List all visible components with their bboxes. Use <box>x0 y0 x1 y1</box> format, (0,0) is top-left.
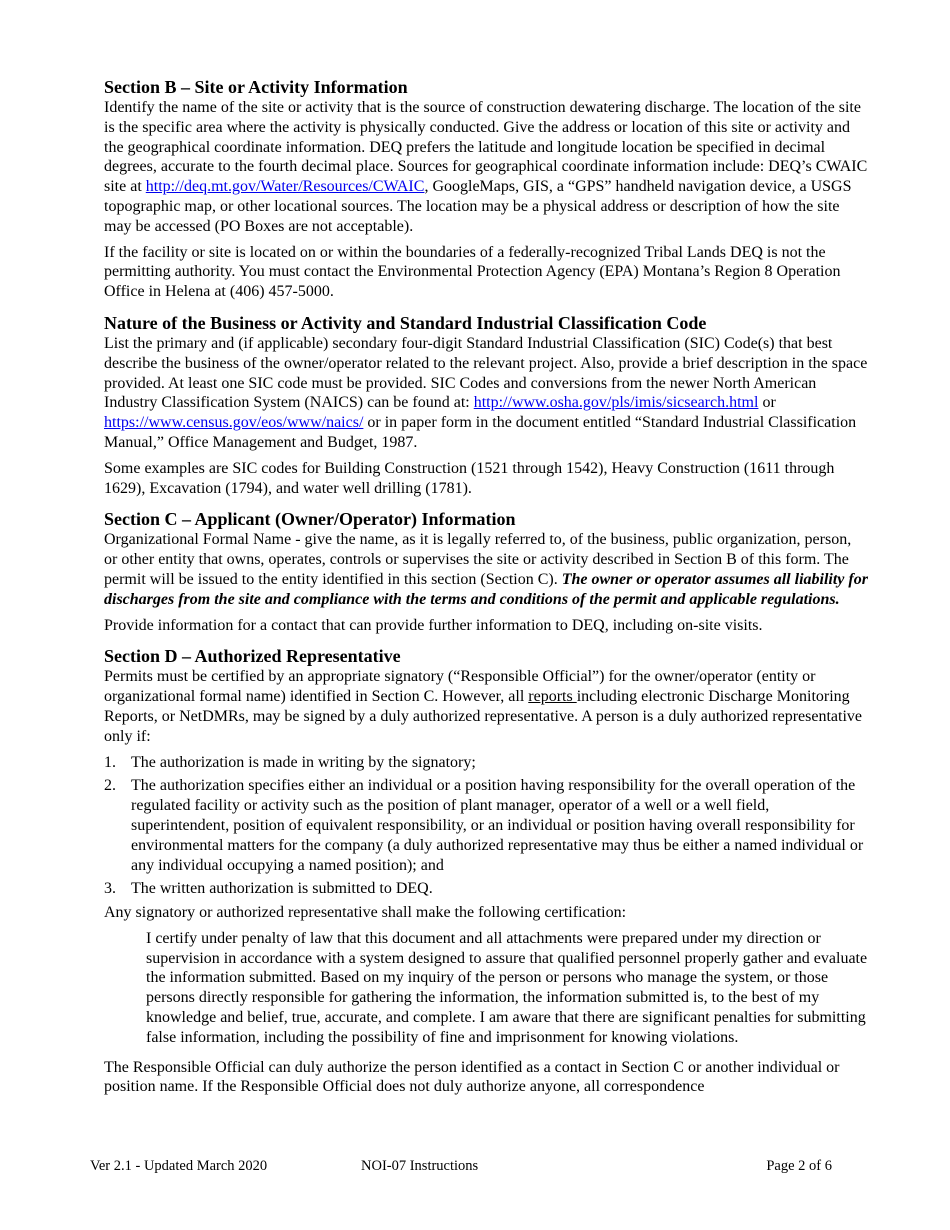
sic-heading: Nature of the Business or Activity and Standard Industrial Classification Code <box>104 312 707 333</box>
footer-version: Ver 2.1 - Updated March 2020 <box>90 1158 268 1174</box>
section-d-paragraph-2: Any signatory or authorized representative shall make the following certification: <box>104 904 627 922</box>
document-page <box>104 76 868 1097</box>
section-b-p1-text-a: Identify the name of the site or activity that is the source of construction dewatering discharge. The location of the site is the specific area where the activity is physically conducted. Give the address or location of this site or activity and the geographical coordinate information. DEQ prefers the latitude and longitude location be specified in decimal degrees, accurate to the fourth decimal place. Sources for geographical coordinate information include: DEQ’s CWAIC site at <box>104 99 868 196</box>
section-d-paragraph-3: The Responsible Official can duly authorize the person identified as a contact in Section C or another individual or position name. If the Responsible Official does not duly authorize anyone, all correspondence <box>104 1058 840 1096</box>
section-b-paragraph-2: If the facility or site is located on or within the boundaries of a federally-recognized Tribal Lands DEQ is not the permitting authority. You must contact the Environmental Protection Agency (EPA) Montana’s Region 8 Operation Office in Helena at (406) 457-5000. <box>104 243 841 301</box>
section-c-liability-statement: The owner or operator assumes all liability for discharges from the site and compliance with the terms and conditions of the permit and applicable regulations. <box>104 570 868 608</box>
page-footer <box>90 1157 832 1177</box>
sic-p1-text-a: List the primary and (if applicable) secondary four-digit Standard Industrial Classification (SIC) Code(s) that best describe the business of the owner/operator related to the relevant project. Also, provide a brief description in the space provided. At least one SIC code must be provided. SIC Codes and conversions from the newer North American Industry Classification System (NAICS) can be found at: <box>104 334 868 412</box>
footer-page-number: Page 2 of 6 <box>766 1158 832 1174</box>
authorization-list <box>104 753 868 900</box>
list-item-number: 3. <box>104 880 116 898</box>
section-d-heading: Section D – Authorized Representative <box>104 646 401 667</box>
list-item-number: 2. <box>104 777 116 795</box>
section-d-paragraph-1 <box>104 667 868 746</box>
section-b-paragraph-1 <box>104 98 868 237</box>
section-d-p1-text-b: including electronic Discharge Monitoring Reports, or NetDMRs, may be signed by a duly authorized representative. A person is a duly authorized representative only if: <box>104 688 863 745</box>
section-b-p1-text-b: , GoogleMaps, GIS, a “GPS” handheld navigation device, a USGS topographic map, or other locational sources. The location may be a physical address or description of how the site may be accessed (PO Boxes are not acceptable). <box>104 178 852 235</box>
list-item <box>104 776 868 875</box>
section-c-paragraph-2: Provide information for a contact that can provide further information to DEQ, including on-site visits. <box>104 616 763 634</box>
census-naics-link[interactable]: https://www.census.gov/eos/www/naics/ <box>104 414 364 432</box>
footer-document-name: NOI-07 Instructions <box>361 1158 479 1174</box>
list-item-text: The authorization specifies either an individual or a position having responsibility for the overall operation of the regulated facility or activity such as the position of plant manager, operator of a well or a well field, superintendent, position of equivalent responsibility, or an individual or position having overall responsibility for environmental matters for the company (a duly authorized representative may thus be either a named individual or any individual occupying a named position); and <box>131 777 864 874</box>
list-item <box>104 753 868 773</box>
list-item-number: 1. <box>104 753 116 771</box>
list-item <box>104 879 868 899</box>
sic-p1-or: or <box>758 394 776 412</box>
section-b-heading: Section B – Site or Activity Information <box>104 77 408 97</box>
section-c-heading: Section C – Applicant (Owner/Operator) Information <box>104 509 516 530</box>
certification-statement: I certify under penalty of law that this document and all attachments were prepared under my direction or supervision in accordance with a system designed to assure that qualified personnel properly gather and evaluate the information submitted. Based on my inquiry of the person or persons who manage the system, or those persons directly responsible for gathering the information, the information submitted is, to the best of my knowledge and belief, true, accurate, and complete. I am aware that there are significant penalties for submitting false information, including the possibility of fine and imprisonment for knowing violations. <box>146 929 868 1046</box>
osha-sic-link[interactable]: http://www.osha.gov/pls/imis/sicsearch.html <box>473 394 759 412</box>
list-item-text: The authorization is made in writing by the signatory; <box>131 753 476 771</box>
section-c-p1-text: Organizational Formal Name - give the name, as it is legally referred to, of the business, public organization, person, or other entity that owns, operates, controls or supervises the site or activity described in Section B of this form. The permit will be issued to the entity identified in this section (Section C). <box>104 531 852 588</box>
section-d-reports-underlined: reports <box>528 688 577 706</box>
section-c-paragraph-1 <box>104 530 868 609</box>
sic-p1-text-b: or in paper form in the document entitled “Standard Industrial Classification Manual,” Office Management and Budget, 1987. <box>104 414 857 451</box>
sic-paragraph-1 <box>104 334 868 453</box>
cwaic-link[interactable]: http://deq.mt.gov/Water/Resources/CWAIC <box>145 178 425 196</box>
section-d-p1-text-a: Permits must be certified by an appropriate signatory (“Responsible Official”) for the owner/operator (entity or organizational formal name) identified in Section C. However, all <box>104 668 816 706</box>
sic-paragraph-2: Some examples are SIC codes for Building Construction (1521 through 1542), Heavy Construction (1611 through 1629), Excavation (1794), and water well drilling (1781). <box>104 459 835 497</box>
list-item-text: The written authorization is submitted to DEQ. <box>131 880 433 898</box>
